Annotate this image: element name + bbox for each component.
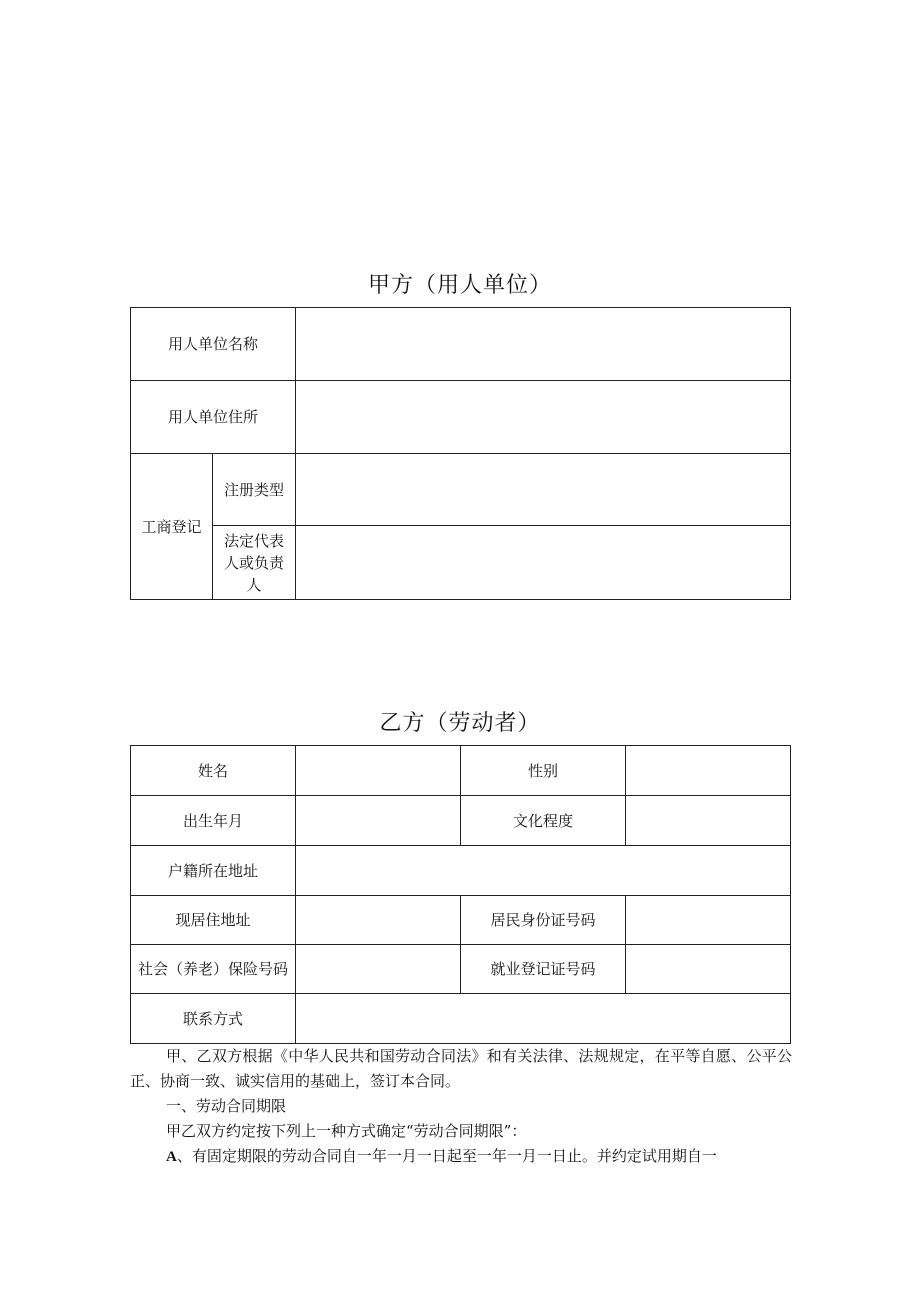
intro-paragraph: 甲、乙双方根据《中华人民共和国劳动合同法》和有关法律、法规规定，在平等自愿、公平公正、协商一致、诚实信用的基础上，签订本合同。	[130, 1047, 792, 1090]
party-a-table	[130, 307, 791, 600]
employer-address-field[interactable]	[296, 381, 791, 454]
employer-name-field[interactable]	[296, 308, 791, 381]
gender-field[interactable]	[626, 746, 791, 796]
education-field[interactable]	[626, 796, 791, 846]
residence-address-field[interactable]	[296, 896, 461, 945]
employment-registration-label: 就业登记证号码	[461, 945, 626, 994]
residence-address-label: 现居住地址	[131, 896, 296, 945]
option-a-paragraph	[130, 1144, 792, 1170]
employer-name-label: 用人单位名称	[131, 308, 296, 381]
party-a-title: 甲方（用人单位）	[367, 273, 552, 298]
section1-text: 甲乙双方约定按下列上一种方式确定“劳动合同期限”：	[166, 1122, 527, 1140]
name-label: 姓名	[131, 746, 296, 796]
employment-registration-field[interactable]	[626, 945, 791, 994]
contact-label: 联系方式	[131, 994, 296, 1044]
party-b-title: 乙方（劳动者）	[379, 711, 541, 736]
social-insurance-label: 社会（养老）保险号码	[131, 945, 296, 994]
name-field[interactable]	[296, 746, 461, 796]
option-a-text: 、有固定期限的劳动合同自一年一月一日起至一年一月一日止。并约定试用期自一	[176, 1147, 717, 1165]
party-b-table	[130, 745, 791, 1044]
birth-date-field[interactable]	[296, 796, 461, 846]
legal-representative-field[interactable]	[296, 526, 791, 600]
social-insurance-field[interactable]	[296, 945, 461, 994]
registration-type-field[interactable]	[296, 454, 791, 526]
education-label: 文化程度	[461, 796, 626, 846]
hukou-address-label: 户籍所在地址	[131, 846, 296, 896]
id-number-field[interactable]	[626, 896, 791, 945]
legal-representative-label: 法定代表人或负责人	[213, 526, 296, 600]
employer-address-label: 用人单位住所	[131, 381, 296, 454]
business-registration-label: 工商登记	[131, 454, 213, 600]
hukou-address-field[interactable]	[296, 846, 791, 896]
id-number-label: 居民身份证号码	[461, 896, 626, 945]
contact-field[interactable]	[296, 994, 791, 1044]
registration-type-label: 注册类型	[213, 454, 296, 526]
birth-date-label: 出生年月	[131, 796, 296, 846]
option-a-letter: A	[166, 1149, 177, 1165]
section1-heading: 一、劳动合同期限	[166, 1097, 287, 1115]
gender-label: 性别	[461, 746, 626, 796]
